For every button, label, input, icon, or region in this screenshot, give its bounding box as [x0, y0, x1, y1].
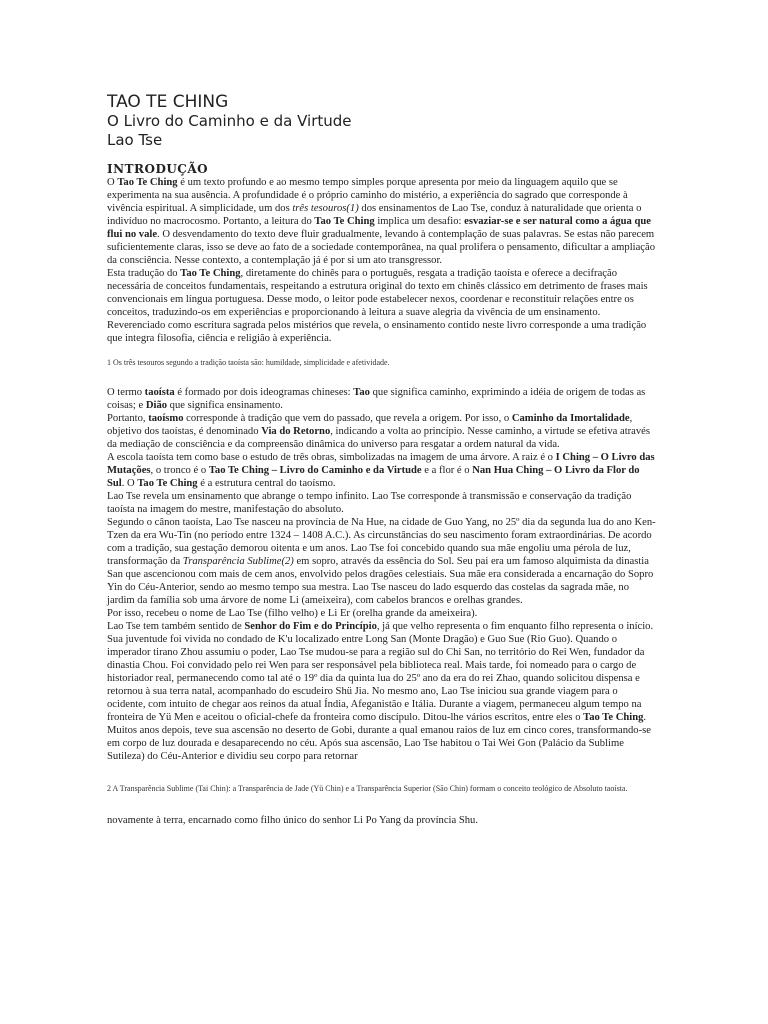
text-run: . O desvendamento do texto deve fluir gradualmente, levando à contemplação de suas palavras. Se estas não parecem suficientemente claras, isso se deve ao fato de a sociedade contemporânea, na qual prolifera o pensamento, dificultar a ampliação da consciência. Nesse contexto, a contemplação já é por si um ato transgressor.	[107, 229, 655, 266]
document-subtitle: O Livro do Caminho e da Virtude	[107, 112, 352, 130]
paragraph	[107, 620, 657, 633]
text-run: Lao Tse tem também sentido de	[107, 621, 245, 632]
text-run: Portanto,	[107, 413, 149, 424]
text-run: , diretamente do chinês para o português, resgata a tradição taoísta e oferece a decifração necessária de conceitos fundamentais, respeitando a estrutura original do texto em chinês clássico em detrimento de frases mais convencionais em língua portuguesa. Desse modo, o leitor pode estabelecer nexos, coordenar e reconstituir relações entre os conceitos, traduzindo-os em experiências e proporcionando à leitura a suave alegria da vivência de um ensinamento.	[107, 268, 648, 318]
text-run: Segundo o cânon taoísta, Lao Tse nasceu na província de Na Hue, na cidade de Guo Yang, no 25º dia da segunda lua do ano Ken-Tzen da era Wu-Tin (no período entre 1324 – 1408 A.C.). As circunstâncias do seu nascimento foram extraordinárias. De acordo com a tradição, sua gestação demorou oitenta e um anos. Lao Tse foi concebido quando sua mãe engoliu uma pérola de luz, transformação da	[107, 517, 656, 567]
bold-term: Tao Te Ching	[583, 712, 644, 723]
text-run: e a flor é o	[421, 465, 473, 476]
bold-term: taoísta	[144, 387, 175, 398]
paragraph	[107, 516, 657, 607]
text-run: em sopro, através da essência do Sol. Seu pai era um famoso alquimista da dinastia San que ascencionou com mais de cem anos, envolvido pelos dragões celestiais. Sua mãe era considerada a encarnação do Sopro Yin do Céu-Anterior, sendo ao mesmo tempo sua mestra. Lao Tse nasceu do lado esquerdo das costelas da sagrada mãe, no jardim da família sob uma árvore de nome Li (ameixeira), com cabelos brancos e orelhas grandes.	[107, 556, 654, 606]
bold-term: Nan Hua Ching – O Livro da Flor do Sul	[107, 465, 640, 489]
bold-term: Tao	[353, 387, 370, 398]
bold-term: Tao Te Ching	[137, 478, 198, 489]
footnote: 1 Os três tesouros segundo a tradição taoísta são: humildade, simplicidade e afetividade.	[107, 358, 390, 367]
text-run: novamente à terra, encarnado como filho único do senhor Li Po Yang da província Shu.	[107, 815, 478, 826]
text-run: , objetivo dos taoístas, é denominado	[107, 413, 633, 437]
paragraph	[107, 267, 657, 319]
text-run: . O	[121, 478, 138, 489]
text-run: O termo	[107, 387, 145, 398]
bold-term: esvaziar-se e ser natural como a água que flui no vale	[107, 216, 651, 240]
paragraph	[107, 386, 657, 412]
text-run: , já que velho representa o fim enquanto filho representa o início.	[376, 621, 654, 632]
italic-term: três tesouros(1)	[292, 203, 359, 214]
bold-term: Tao Te Ching	[117, 177, 178, 188]
text-run: corresponde à tradição que vem do passado, que revela a origem. Por isso, o	[183, 413, 512, 424]
paragraph	[107, 412, 657, 451]
text-run: Sua juventude foi vivida no condado de K'u localizado entre Long San (Monte Dragão) e Guo Sue (Rio Guo). Quando o imperador tirano Zhou assumiu o poder, Lao Tse mudou-se para a região sul do Chi San, no território do Rei Wen, fundador da dinastia Chou. Foi convidado pelo rei Wen para ser responsável pela biblioteca real. Mais tarde, foi nomeado para o cargo de historiador real, permanecendo como tal até o 19º dia da quinta lua do 25º ano da era do rei Zhao, quando solicitou dispensa e retornou à sua terra natal, acompanhado do escudeiro Shü Jia. No mesmo ano, Lao Tse iniciou sua grande viagem para o ocidente, com intuito de chegar aos reinos da atual Índia, Afeganistão e Itália. Durante a viagem, permaneceu algum tempo na fronteira de Yü Men e aceitou o oficial-chefe da fronteira como discípulo. Ditou-lhe vários escritos, entre eles o	[107, 634, 645, 723]
text-run: é formado por dois ideogramas chineses:	[174, 387, 354, 398]
document-title: TAO TE CHING	[107, 92, 229, 112]
bold-term: Senhor do Fim e do Princípio	[244, 621, 377, 632]
text-run: que significa ensinamento.	[167, 400, 283, 411]
bold-term: Tao Te Ching – Livro do Caminho e da Virtude	[208, 465, 422, 476]
paragraph	[107, 607, 657, 620]
italic-term: Transparência Sublime(2)	[182, 556, 294, 567]
bold-term: Caminho da Imortalidade	[511, 413, 630, 424]
document-page	[107, 92, 657, 827]
section-heading-introducao: INTRODUÇÃO	[107, 162, 209, 176]
bold-term: Via do Retorno	[261, 426, 331, 437]
bold-term: Tao Te Ching	[180, 268, 241, 279]
text-run: Reverenciado como escritura sagrada pelos mistérios que revela, o ensinamento contido neste livro corresponde a uma tradição que integra filosofia, ciência e religião à experiência.	[107, 320, 647, 344]
paragraph	[107, 814, 657, 827]
paragraph	[107, 319, 657, 345]
text-run: Esta tradução do	[107, 268, 181, 279]
bold-term: I Ching – O Livro das Mutações	[107, 452, 655, 476]
text-run: Por isso, recebeu o nome de Lao Tse (filho velho) e Li Er (orelha grande da ameixeira).	[107, 608, 478, 619]
text-run: , indicando a volta ao princípio. Nesse caminho, a virtude se efetiva através da mediação de consciência e da compreensão dinâmica do universo para resgatar a ordem natural da vida.	[107, 426, 651, 450]
bold-term: Tao Te Ching	[314, 216, 375, 227]
text-run: O	[107, 177, 118, 188]
paragraph	[107, 451, 657, 490]
text-run: dos ensinamentos de Lao Tse, conduz à naturalidade que orienta o indivíduo no macrocosmo. Portanto, a leitura do	[107, 203, 642, 227]
text-run: é a estrutura central do taoísmo.	[197, 478, 336, 489]
bold-term: taoísmo	[148, 413, 184, 424]
text-run: , o tronco é o	[150, 465, 209, 476]
bold-term: Dião	[145, 400, 168, 411]
document-author: Lao Tse	[107, 131, 163, 149]
text-run: . Muitos anos depois, teve sua ascensão no deserto de Gobi, durante a qual emanou raios de luz em cinco cores, transformando-se em corpo de luz dourada e desaparecendo no céu. Após sua ascensão, Lao Tse habitou o Tai Wei Gon (Palácio da Sublime Sutileza) do Céu-Anterior e dividiu seu corpo para retornar	[107, 712, 651, 762]
text-run: implica um desafio:	[374, 216, 465, 227]
text-run: Lao Tse revela um ensinamento que abrange o tempo infinito. Lao Tse corresponde à transmissão e conservação da tradição taoísta na imagem do mestre, manifestação do absoluto.	[107, 491, 632, 515]
paragraph	[107, 490, 657, 516]
footnote: 2 A Transparência Sublime (Tai Chin): a Transparência de Jade (Yü Chin) e a Transparência Superior (São Chin) formam o conceito teológico de Absoluto taoísta.	[107, 784, 628, 793]
text-run: A escola taoísta tem como base o estudo de três obras, simbolizadas na imagem de uma árvore. A raiz é o	[107, 452, 556, 463]
paragraph	[107, 633, 657, 763]
text-run: que significa caminho, exprimindo a idéia de origem de todas as coisas; e	[107, 387, 646, 411]
text-run: é um texto profundo e ao mesmo tempo simples porque apresenta por meio da linguagem aquilo que se experimenta na sua ausência. A profundidade é o próprio caminho do mistério, a experiência do sagrado que corresponde à vivência espiritual. A simplicidade, um dos	[107, 177, 628, 214]
paragraph	[107, 176, 657, 267]
